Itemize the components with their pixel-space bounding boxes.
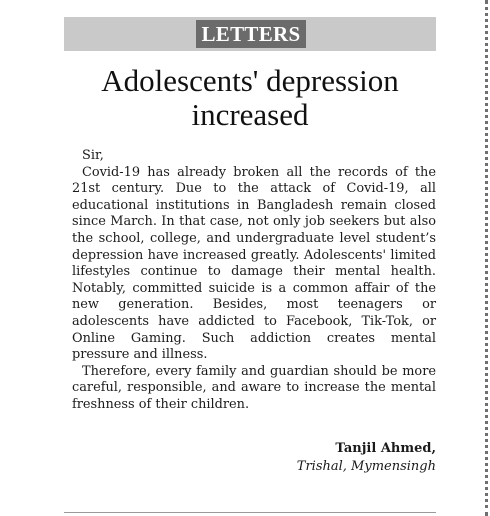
bottom-divider — [64, 512, 436, 513]
letter-salutation: Sir, — [82, 148, 104, 163]
letter-column — [64, 17, 436, 476]
section-label: LETTERS — [196, 20, 306, 48]
letter-paragraph-1: Covid-19 has already broken all the records of the 21st century. Due to the attack of Covid-19, all educational institutions in Bangladesh remain closed since March. In that case, not only job seekers but also the school, college, and undergraduate level student’s depression have increased greatly. Adolescents' limited lifestyles continue to damage their mental health. Notably, committed suicide is a common affair of the new generation. Besides, most teenagers or adolescents have addicted to Facebook, Tik-Tok, or Online Gaming. Such addiction creates mental pressure and illness. — [72, 164, 436, 363]
letter-paragraph-2: Therefore, every family and guardian should be more careful, responsible, and aware to increase the mental freshness of their children. — [72, 363, 436, 412]
letter-body — [64, 148, 436, 476]
author-location: Trishal, Mymensingh — [296, 458, 436, 474]
author-name: Tanjil Ahmed, — [335, 440, 436, 456]
headline-line-2: increased — [191, 97, 309, 132]
section-banner — [64, 17, 436, 51]
article-headline — [64, 64, 436, 132]
letter-signature — [72, 440, 436, 476]
headline-line-1: Adolescents' depression — [101, 63, 399, 98]
column-dotted-divider — [485, 0, 488, 516]
